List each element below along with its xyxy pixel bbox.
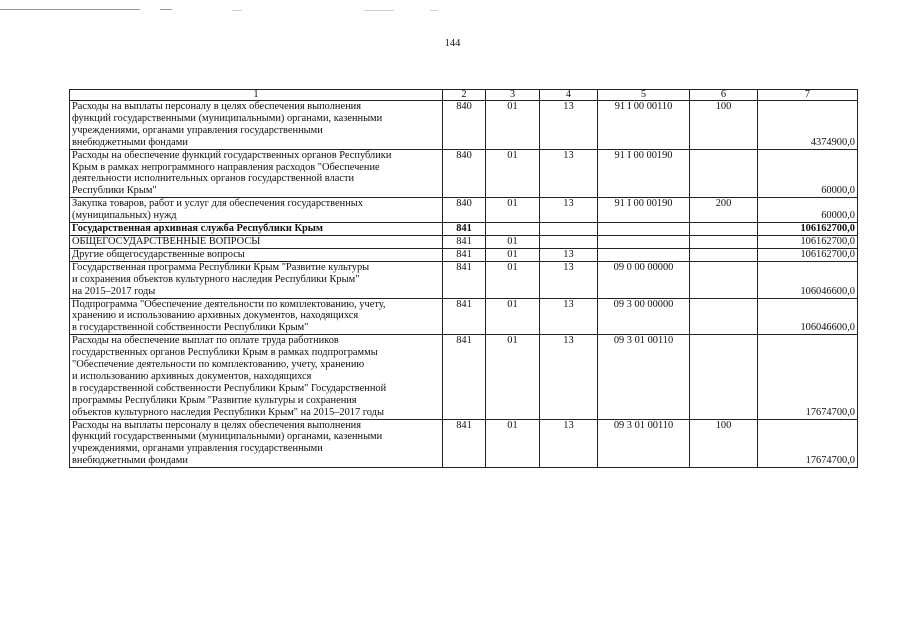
row-admin-code-cell: 841 (443, 419, 486, 468)
row-name-cell: Расходы на выплаты персоналу в целях обеспечения выполнения функций государственными (муниципальными) органами, казенными учреждениями, органами управления государственными внебюджетными фондами (70, 101, 443, 150)
table-row (70, 223, 858, 236)
row-amount-cell: 106046600,0 (758, 261, 858, 298)
row-name-cell: Другие общегосударственные вопросы (70, 248, 443, 261)
header-cell: 4 (540, 90, 598, 101)
row-subsection-cell: 13 (540, 248, 598, 261)
row-admin-code-cell: 841 (443, 235, 486, 248)
scan-artifact-line (0, 9, 140, 10)
row-amount-cell: 106046600,0 (758, 298, 858, 335)
row-expense-type-cell (690, 298, 758, 335)
row-expense-type-cell: 200 (690, 198, 758, 223)
row-amount-cell: 106162700,0 (758, 223, 858, 236)
row-expense-type-cell (690, 335, 758, 419)
row-target-article-cell: 91 I 00 00190 (598, 198, 690, 223)
row-name-cell: Государственная архивная служба Республики Крым (70, 223, 443, 236)
row-admin-code-cell: 841 (443, 248, 486, 261)
row-amount-cell: 60000,0 (758, 149, 858, 198)
row-subsection-cell (540, 223, 598, 236)
row-target-article-cell: 09 0 00 00000 (598, 261, 690, 298)
row-target-article-cell: 09 3 01 00110 (598, 419, 690, 468)
row-expense-type-cell (690, 223, 758, 236)
table-body (70, 90, 858, 468)
scan-artifact-line (364, 10, 394, 11)
row-amount-cell: 60000,0 (758, 198, 858, 223)
row-section-cell: 01 (486, 198, 540, 223)
row-target-article-cell: 09 3 00 00000 (598, 298, 690, 335)
row-subsection-cell: 13 (540, 101, 598, 150)
row-section-cell: 01 (486, 235, 540, 248)
header-cell: 3 (486, 90, 540, 101)
row-amount-cell: 106162700,0 (758, 235, 858, 248)
row-expense-type-cell (690, 235, 758, 248)
table-header-row (70, 90, 858, 101)
table-row (70, 419, 858, 468)
scan-artifact-line (430, 10, 438, 11)
row-section-cell: 01 (486, 261, 540, 298)
row-admin-code-cell: 841 (443, 261, 486, 298)
row-admin-code-cell: 840 (443, 149, 486, 198)
header-cell: 7 (758, 90, 858, 101)
scan-artifact-line (160, 9, 172, 10)
row-name-cell: Закупка товаров, работ и услуг для обеспечения государственных (муниципальных) нужд (70, 198, 443, 223)
row-subsection-cell: 13 (540, 335, 598, 419)
page-number: 144 (444, 38, 461, 49)
row-target-article-cell: 09 3 01 00110 (598, 335, 690, 419)
budget-table (69, 89, 858, 468)
row-admin-code-cell: 840 (443, 198, 486, 223)
table-row (70, 149, 858, 198)
row-section-cell: 01 (486, 335, 540, 419)
table-row (70, 235, 858, 248)
row-amount-cell: 17674700,0 (758, 335, 858, 419)
row-target-article-cell (598, 223, 690, 236)
row-expense-type-cell: 100 (690, 101, 758, 150)
row-name-cell: Расходы на обеспечение функций государственных органов Республики Крым в рамках непрограммного направления расходов "Обеспечение деятельности исполнительных органов государственной власти Республики Крым" (70, 149, 443, 198)
row-section-cell: 01 (486, 298, 540, 335)
header-cell: 6 (690, 90, 758, 101)
table-row (70, 198, 858, 223)
row-section-cell (486, 223, 540, 236)
row-admin-code-cell: 841 (443, 298, 486, 335)
row-section-cell: 01 (486, 101, 540, 150)
table-row (70, 335, 858, 419)
row-name-cell: ОБЩЕГОСУДАРСТВЕННЫЕ ВОПРОСЫ (70, 235, 443, 248)
scan-artifact-line (232, 10, 242, 11)
row-subsection-cell: 13 (540, 149, 598, 198)
header-cell: 1 (70, 90, 443, 101)
table-row (70, 101, 858, 150)
row-section-cell: 01 (486, 248, 540, 261)
row-amount-cell: 4374900,0 (758, 101, 858, 150)
row-subsection-cell: 13 (540, 261, 598, 298)
row-expense-type-cell (690, 248, 758, 261)
row-subsection-cell (540, 235, 598, 248)
table-row (70, 248, 858, 261)
row-name-cell: Расходы на обеспечение выплат по оплате труда работников государственных органов Республики Крым в рамках подпрограммы "Обеспечение деятельности по комплектованию, учету, хранению и использованию архивных документов, находящихся в государственной собственности Республики Крым" Государственной программы Республики Крым "Развитие культуры и сохранения объектов культурного наследия Республики Крым" на 2015–2017 годы (70, 335, 443, 419)
row-section-cell: 01 (486, 419, 540, 468)
row-section-cell: 01 (486, 149, 540, 198)
row-name-cell: Подпрограмма "Обеспечение деятельности по комплектованию, учету, хранению и использованию архивных документов, находящихся в государственной собственности Республики Крым" (70, 298, 443, 335)
row-target-article-cell: 91 I 00 00110 (598, 101, 690, 150)
row-subsection-cell: 13 (540, 298, 598, 335)
row-admin-code-cell: 841 (443, 223, 486, 236)
row-subsection-cell: 13 (540, 419, 598, 468)
table-row (70, 261, 858, 298)
row-name-cell: Расходы на выплаты персоналу в целях обеспечения выполнения функций государственными (муниципальными) органами, казенными учреждениями, органами управления государственными внебюджетными фондами (70, 419, 443, 468)
row-amount-cell: 17674700,0 (758, 419, 858, 468)
row-target-article-cell (598, 235, 690, 248)
row-admin-code-cell: 840 (443, 101, 486, 150)
row-subsection-cell: 13 (540, 198, 598, 223)
row-target-article-cell: 91 I 00 00190 (598, 149, 690, 198)
row-amount-cell: 106162700,0 (758, 248, 858, 261)
header-cell: 2 (443, 90, 486, 101)
row-admin-code-cell: 841 (443, 335, 486, 419)
row-expense-type-cell (690, 149, 758, 198)
row-name-cell: Государственная программа Республики Крым "Развитие культуры и сохранения объектов культурного наследия Республики Крым" на 2015–2017 годы (70, 261, 443, 298)
row-target-article-cell (598, 248, 690, 261)
header-cell: 5 (598, 90, 690, 101)
table-row (70, 298, 858, 335)
row-expense-type-cell (690, 261, 758, 298)
row-expense-type-cell: 100 (690, 419, 758, 468)
